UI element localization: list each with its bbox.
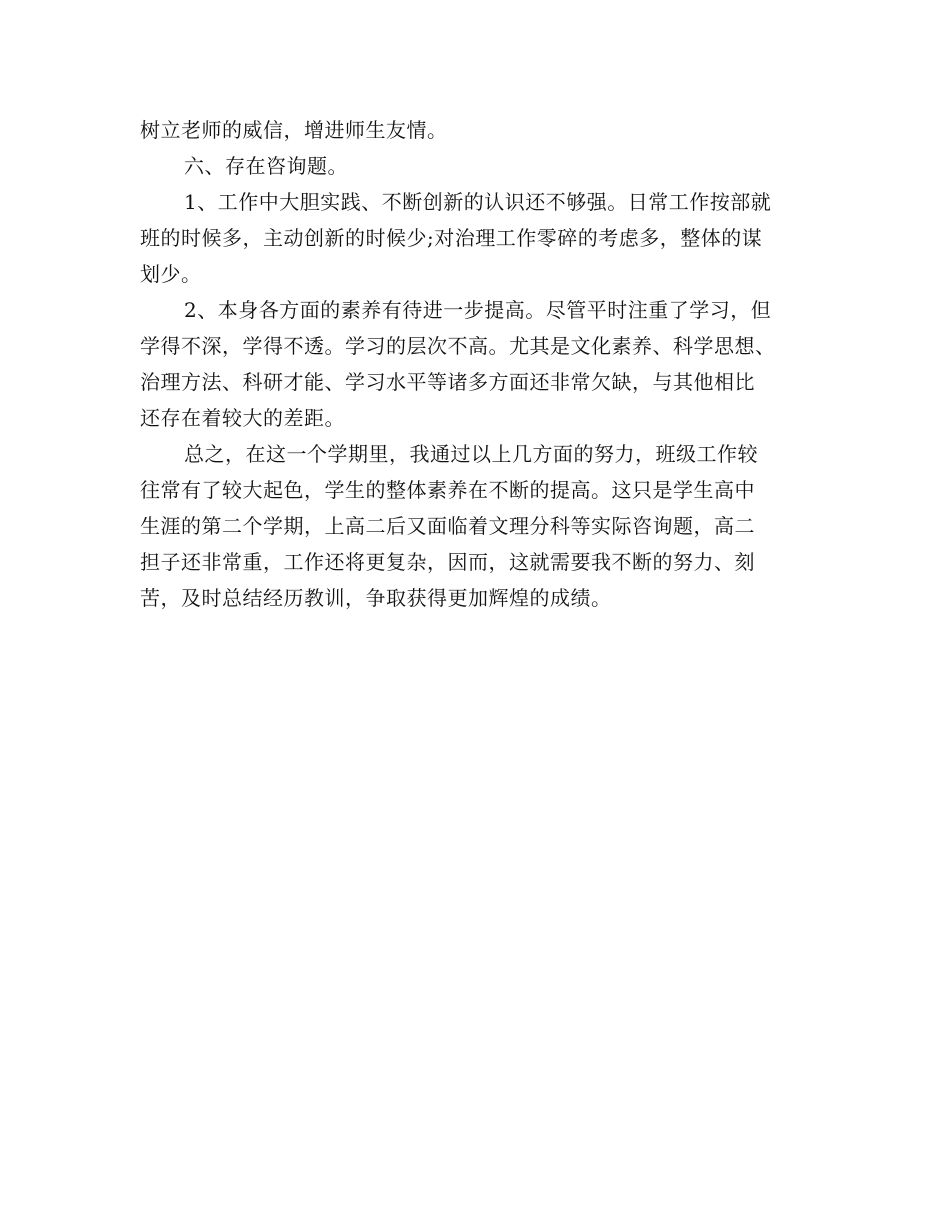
text-line: 担子还非常重，工作还将更复杂，因而，这就需要我不断的努力、刻: [140, 550, 755, 574]
text-line: 治理方法、科研才能、学习水平等诸多方面还非常欠缺，与其他相比: [140, 370, 755, 394]
text-line: 往常有了较大起色，学生的整体素养在不断的提高。这只是学生高中: [140, 478, 755, 502]
section-heading: 六、存在咨询题。: [184, 154, 348, 178]
text-line: 2、本身各方面的素养有待进一步提高。尽管平时注重了学习，但: [184, 298, 772, 322]
text-line: 班的时候多，主动创新的时候少;对治理工作零碎的考虑多，整体的谋: [140, 226, 763, 250]
text-line: 总之，在这一个学期里，我通过以上几方面的努力，班级工作较: [184, 442, 758, 466]
text-line: 学得不深，学得不透。学习的层次不高。尤其是文化素养、科学思想、: [140, 334, 776, 358]
text-line: 树立老师的威信，增进师生友情。: [140, 118, 448, 142]
document-body: [140, 112, 820, 616]
text-line: 还存在着较大的差距。: [140, 406, 345, 430]
text-line: 划少。: [140, 262, 202, 286]
text-line: 苦，及时总结经历教训，争取获得更加辉煌的成绩。: [140, 586, 612, 610]
text-line: 1、工作中大胆实践、不断创新的认识还不够强。日常工作按部就: [184, 190, 772, 214]
text-line: 生涯的第二个学期，上高二后又面临着文理分科等实际咨询题，高二: [140, 514, 755, 538]
